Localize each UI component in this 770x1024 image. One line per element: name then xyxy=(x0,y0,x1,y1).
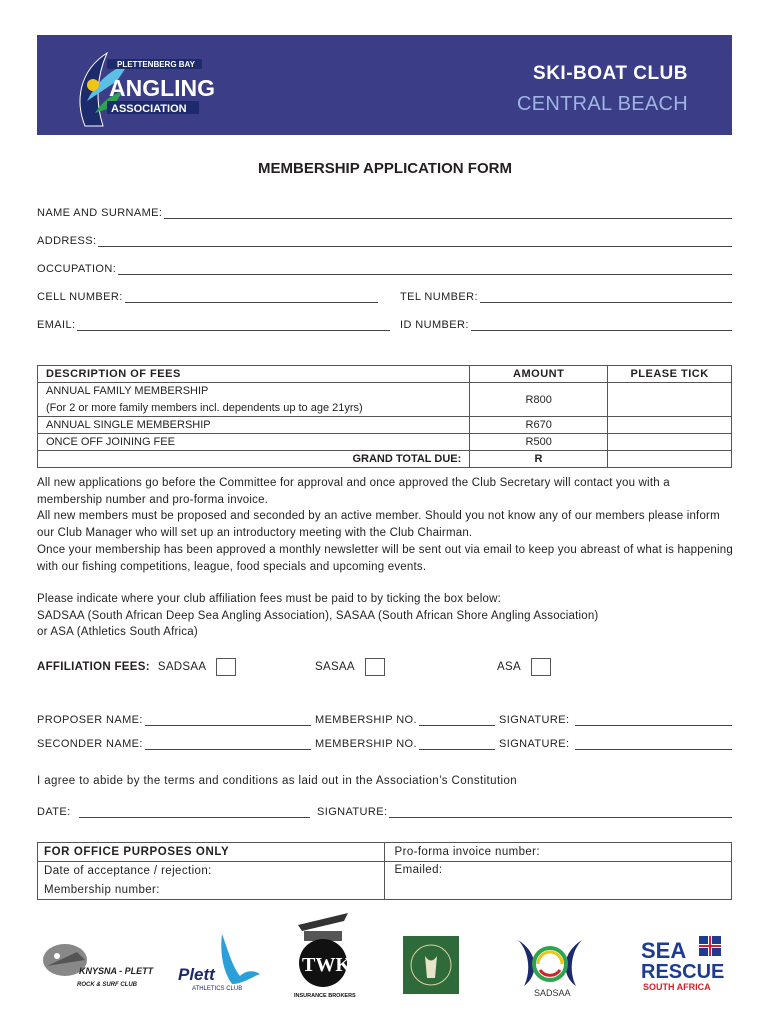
seconder-signature-label: SIGNATURE: xyxy=(499,738,570,750)
sea-rescue-line-1: SEA xyxy=(641,938,687,963)
affiliation-sasaa xyxy=(315,658,385,676)
affiliation-label: AFFILIATION FEES: xyxy=(37,661,150,673)
proposer-membership-field[interactable] xyxy=(315,714,495,726)
proposer-name-field[interactable] xyxy=(37,714,311,726)
knysna-plett-logo xyxy=(37,930,154,1000)
proposer-membership-line[interactable] xyxy=(419,716,495,726)
single-membership-label: ANNUAL SINGLE MEMBERSHIP xyxy=(38,417,470,434)
address-field[interactable] xyxy=(37,235,732,247)
sasaa-checkbox[interactable] xyxy=(365,658,385,676)
seconder-name-label: SECONDER NAME: xyxy=(37,738,143,750)
info-paragraphs xyxy=(37,475,735,575)
fees-tick-header: PLEASE TICK xyxy=(608,366,732,383)
family-membership-label: ANNUAL FAMILY MEMBERSHIP xyxy=(38,383,470,400)
family-membership-amount: R800 xyxy=(470,383,608,417)
name-field[interactable] xyxy=(37,207,732,219)
seconder-membership-field[interactable] xyxy=(315,738,495,750)
logo-line-1: PLETTENBERG BAY xyxy=(117,60,195,69)
table-row xyxy=(38,862,732,881)
sea-rescue-line-2: RESCUE xyxy=(641,961,725,983)
twk-logo xyxy=(288,905,358,1000)
proforma-label: Pro-forma invoice number: xyxy=(384,843,731,862)
table-row xyxy=(38,417,732,434)
address-line[interactable] xyxy=(98,237,732,247)
joining-fee-tick[interactable] xyxy=(608,434,732,451)
office-title: FOR OFFICE PURPOSES ONLY xyxy=(38,843,385,862)
table-row xyxy=(38,843,732,862)
logo-line-2: ANGLING xyxy=(109,75,216,101)
paragraph-approval: All new applications go before the Committee for approval and once approved the Club Secretary will contact you with a membership number and pro-forma invoice. xyxy=(37,477,670,506)
single-membership-amount: R670 xyxy=(470,417,608,434)
sadsaa-logo xyxy=(510,930,590,1000)
affiliation-sadsaa xyxy=(37,658,236,676)
fees-header-row xyxy=(38,366,732,383)
proposer-signature-line[interactable] xyxy=(575,716,732,726)
proposer-name-line[interactable] xyxy=(145,716,311,726)
sadsaa-label: SADSAA xyxy=(157,661,207,673)
occupation-field[interactable] xyxy=(37,263,732,275)
asa-checkbox[interactable] xyxy=(531,658,551,676)
plett-sub-text: ATHLETICS CLUB xyxy=(192,986,243,992)
fees-desc-header: DESCRIPTION OF FEES xyxy=(38,366,470,383)
seconder-membership-label: MEMBERSHIP NO. xyxy=(315,738,417,750)
email-line[interactable] xyxy=(77,321,390,331)
logo-line-3: ASSOCIATION xyxy=(111,103,187,115)
knysna-line-1: KNYSNA - PLETT xyxy=(79,966,154,976)
plett-athletics-logo xyxy=(170,930,265,1000)
name-line[interactable] xyxy=(164,209,732,219)
plett-text: Plett xyxy=(178,965,215,984)
acceptance-label: Date of acceptance / rejection: xyxy=(38,862,385,881)
seconder-name-field[interactable] xyxy=(37,738,311,750)
sadsaa-checkbox[interactable] xyxy=(216,658,236,676)
proposer-signature-field[interactable] xyxy=(499,714,732,726)
sea-rescue-logo xyxy=(637,930,732,1000)
id-number-field[interactable] xyxy=(400,319,732,331)
name-label: NAME AND SURNAME: xyxy=(37,207,163,219)
tel-label: TEL NUMBER: xyxy=(400,291,478,303)
sea-rescue-line-3: SOUTH AFRICA xyxy=(643,982,711,992)
table-row xyxy=(38,451,732,468)
proposer-signature-label: SIGNATURE: xyxy=(499,714,570,726)
agreement-signature-field[interactable] xyxy=(317,806,732,818)
seconder-signature-line[interactable] xyxy=(575,740,732,750)
form-title: MEMBERSHIP APPLICATION FORM xyxy=(258,160,512,177)
email-label: EMAIL: xyxy=(37,319,76,331)
paragraph-asa: or ASA (Athletics South Africa) xyxy=(37,626,198,639)
date-label: DATE: xyxy=(37,806,71,818)
knysna-line-2: ROCK & SURF CLUB xyxy=(77,982,137,988)
sasaa-crest-logo xyxy=(403,936,459,994)
date-line[interactable] xyxy=(79,808,310,818)
sadsaa-text: SADSAA xyxy=(534,988,571,998)
twk-text: TWK xyxy=(302,954,351,976)
table-row xyxy=(38,383,732,400)
paragraph-affiliation: Please indicate where your club affiliation fees must be paid to by ticking the box below: xyxy=(37,593,501,605)
id-number-label: ID NUMBER: xyxy=(400,319,469,331)
grand-total-tick xyxy=(608,451,732,468)
fees-table xyxy=(37,365,732,468)
paragraph-proposal: All new members must be proposed and seconded by an active member. Should you not know any of our members please inform our Club Manager who will set up an introductory meeting with the Club Chairman. xyxy=(37,510,720,540)
membership-number-label: Membership number: xyxy=(38,881,385,900)
family-membership-note: (For 2 or more family members incl. dependents up to age 21yrs) xyxy=(38,400,470,417)
affiliation-instructions xyxy=(37,591,735,641)
sasaa-label: SASAA xyxy=(315,661,355,673)
joining-fee-label: ONCE OFF JOINING FEE xyxy=(38,434,470,451)
header-banner xyxy=(37,35,732,135)
family-membership-tick[interactable] xyxy=(608,383,732,417)
seconder-signature-field[interactable] xyxy=(499,738,732,750)
seconder-membership-line[interactable] xyxy=(419,740,495,750)
cell-label: CELL NUMBER: xyxy=(37,291,123,303)
tel-line[interactable] xyxy=(480,293,732,303)
table-row xyxy=(38,434,732,451)
cell-line[interactable] xyxy=(125,293,378,303)
fees-amount-header: AMOUNT xyxy=(470,366,608,383)
paragraph-newsletter: Once your membership has been approved a monthly newsletter will be sent out via email to keep you abreast of what is happening with our fishing competitions, league, food specials and upcoming events. xyxy=(37,543,733,573)
seconder-name-line[interactable] xyxy=(145,740,311,750)
paragraph-associations: SADSAA (South African Deep Sea Angling Association), SASAA (South African Shore Angling Association) xyxy=(37,609,599,622)
club-subtitle: CENTRAL BEACH xyxy=(517,93,688,115)
proposer-name-label: PROPOSER NAME: xyxy=(37,714,143,726)
email-field[interactable] xyxy=(37,319,390,331)
address-label: ADDRESS: xyxy=(37,235,97,247)
office-table xyxy=(37,842,732,900)
grand-total-amount: R xyxy=(470,451,608,468)
agreement-text: I agree to abide by the terms and conditions as laid out in the Association’s Constitution xyxy=(37,775,518,787)
joining-fee-amount: R500 xyxy=(470,434,608,451)
grand-total-label: GRAND TOTAL DUE: xyxy=(38,451,470,468)
agreement-signature-line[interactable] xyxy=(389,808,732,818)
twk-sub-text: INSURANCE BROKERS xyxy=(294,993,356,999)
single-membership-tick[interactable] xyxy=(608,417,732,434)
affiliation-asa xyxy=(497,658,551,676)
agreement-signature-label: SIGNATURE: xyxy=(317,806,388,818)
proposer-membership-label: MEMBERSHIP NO. xyxy=(315,714,417,726)
emailed-label: Emailed: xyxy=(384,862,731,900)
id-number-line[interactable] xyxy=(471,321,732,331)
club-title: SKI-BOAT CLUB xyxy=(533,63,688,84)
tel-field[interactable] xyxy=(400,291,732,303)
occupation-label: OCCUPATION: xyxy=(37,263,117,275)
asa-label: ASA xyxy=(497,661,521,673)
occupation-line[interactable] xyxy=(118,265,732,275)
cell-field[interactable] xyxy=(37,291,378,303)
date-field[interactable] xyxy=(37,806,310,818)
angling-association-logo xyxy=(67,41,216,131)
